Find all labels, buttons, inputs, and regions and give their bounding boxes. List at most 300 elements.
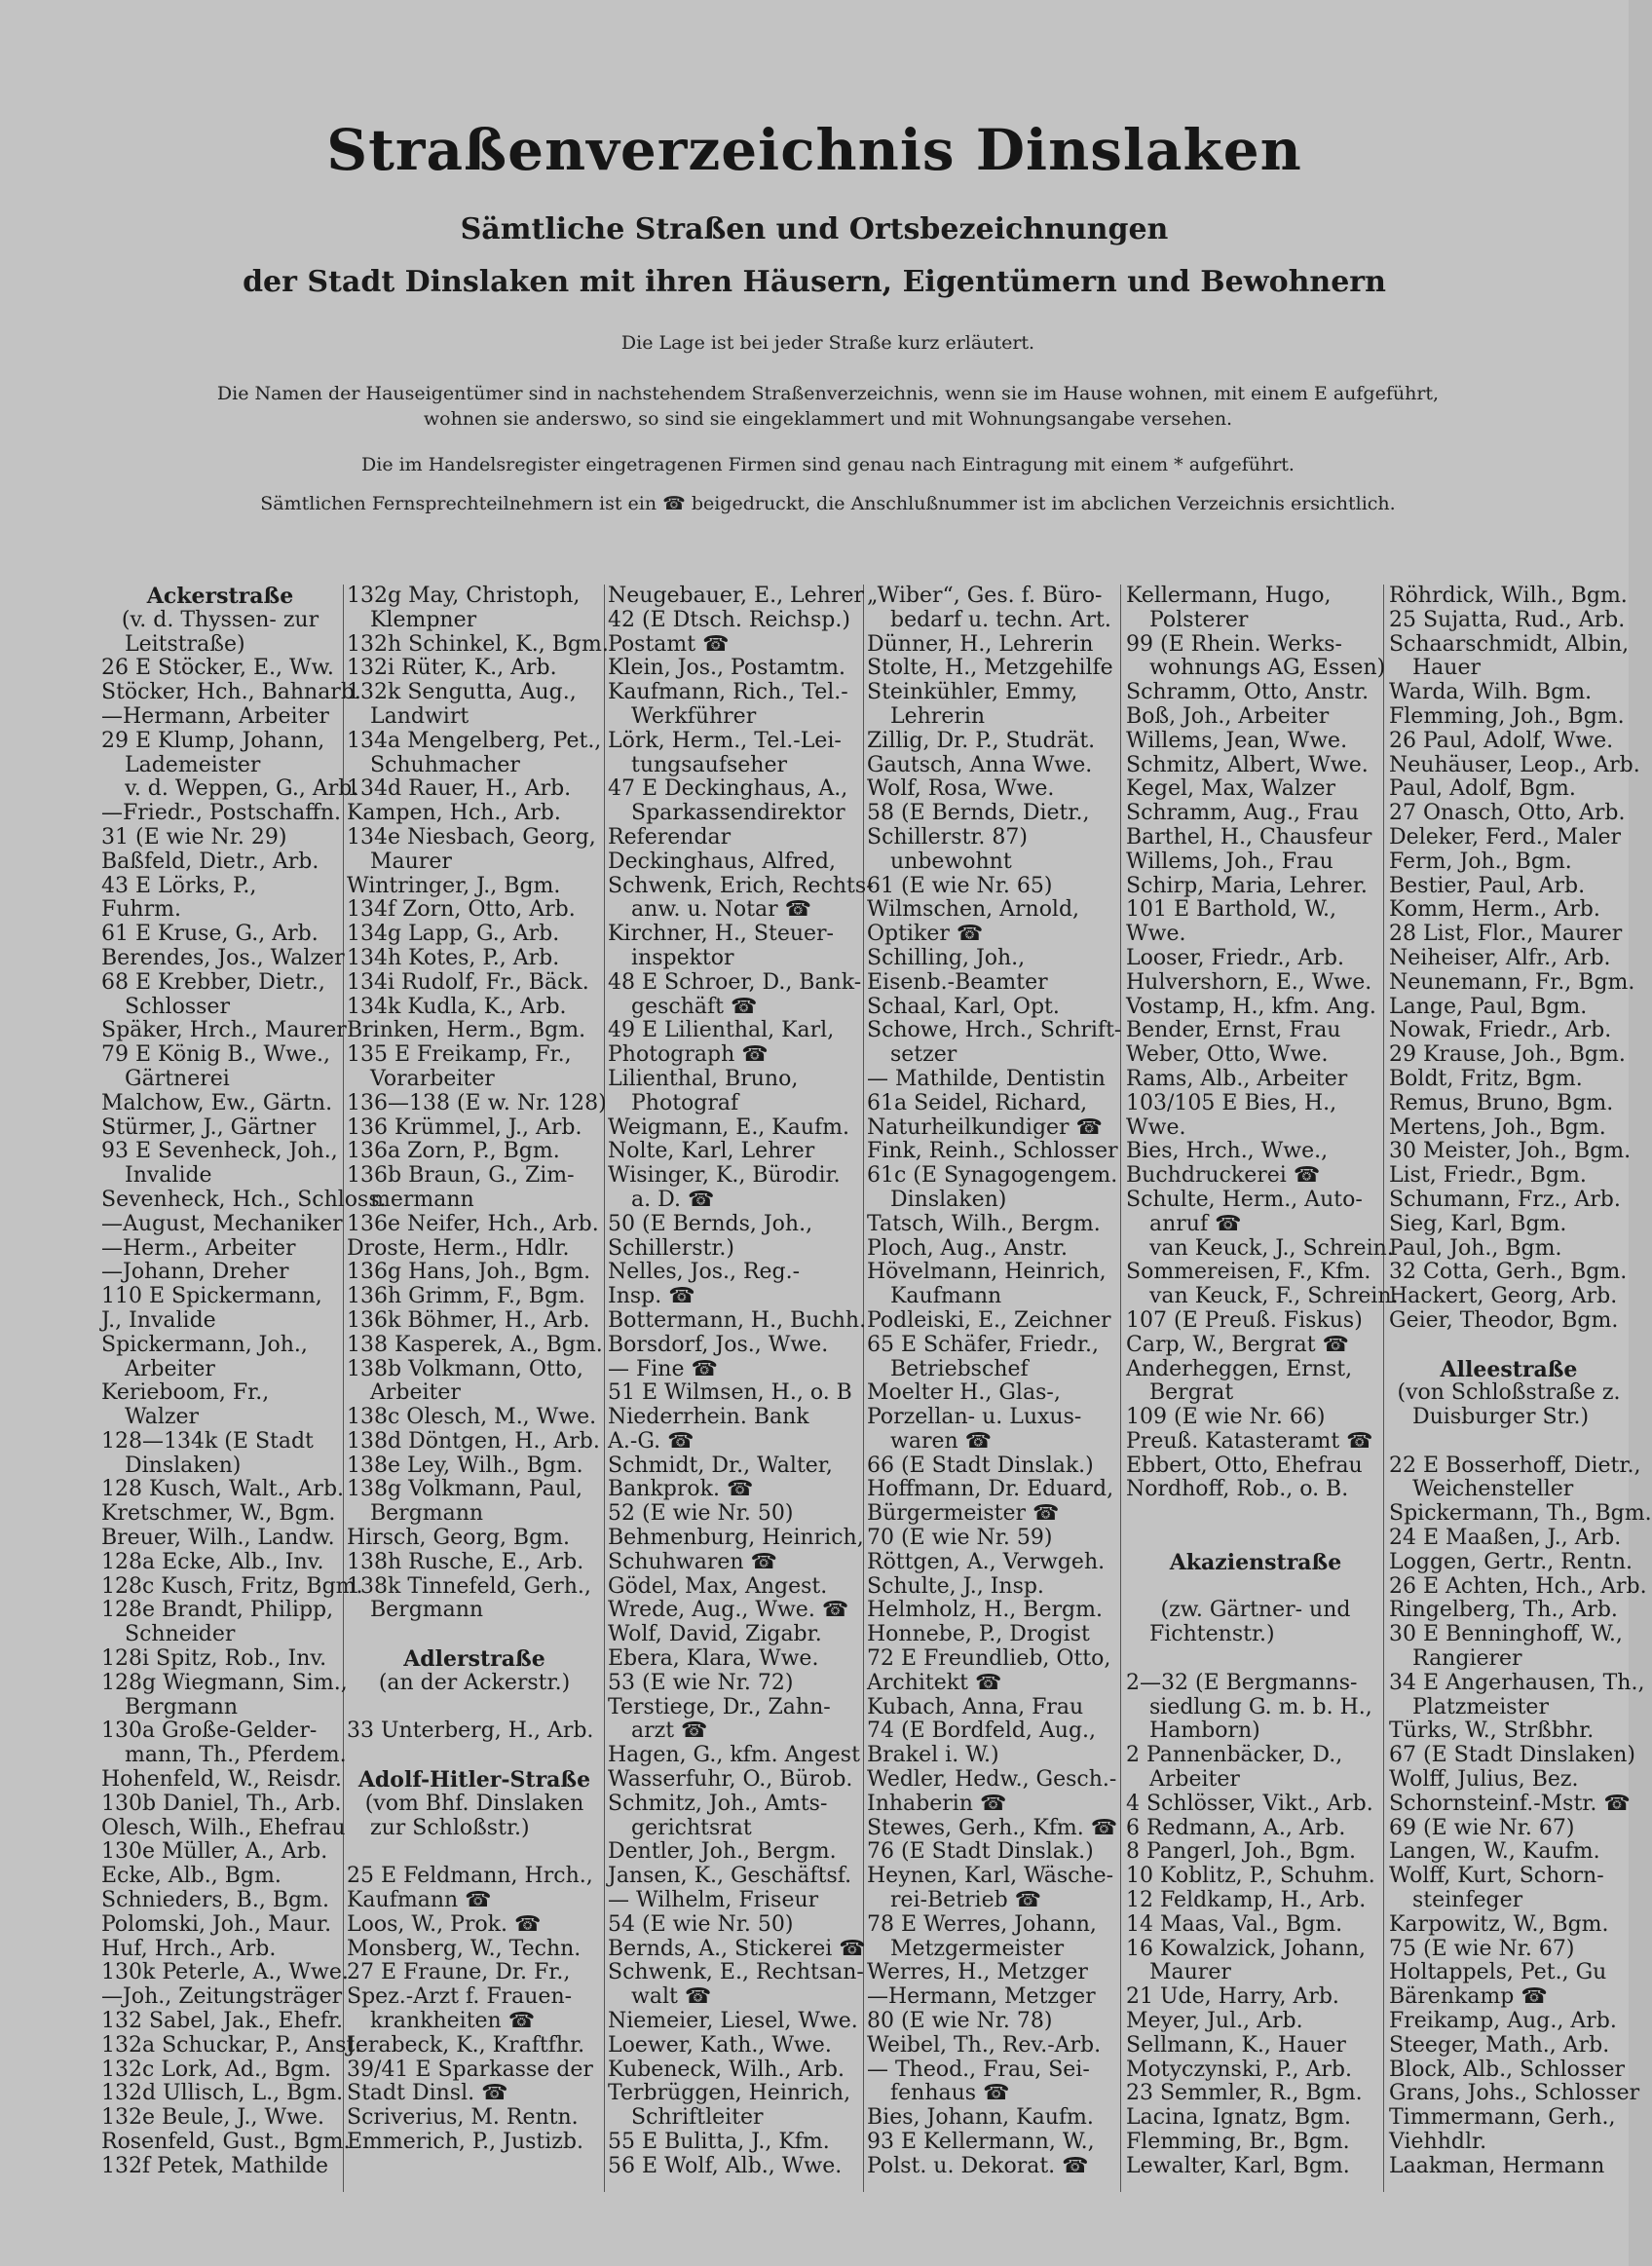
entry-line: Photograph ☎: [608, 1042, 769, 1068]
entry-line: „Wiber“, Ges. f. Büro-: [867, 584, 1103, 608]
entry-line: 134g Lapp, G., Arb.: [347, 922, 560, 947]
entry-line: 134e Niesbach, Georg,: [347, 824, 596, 850]
entry-line: 33 Unterberg, H., Arb.: [347, 1718, 594, 1744]
entry-line: 69 (E wie Nr. 67): [1389, 1815, 1575, 1840]
entry-line: Monsberg, W., Techn.: [347, 1936, 582, 1961]
entry-line: Bergmann: [370, 1501, 484, 1527]
entry-line: Bankprok. ☎: [608, 1477, 754, 1502]
entry-line: Schillerstr.): [608, 1235, 735, 1261]
entry-line: Hövelmann, Heinrich,: [867, 1260, 1107, 1285]
entry-line: Tatsch, Wilh., Bergm.: [867, 1211, 1101, 1236]
entry-line: 138k Tinnefeld, Gerh.,: [347, 1573, 591, 1599]
entry-line: waren ☎: [890, 1428, 993, 1454]
entry-line: Schneider: [125, 1622, 236, 1647]
entry-line: 132c Lork, Ad., Bgm.: [101, 2057, 332, 2082]
entry-line: Loos, W., Prok. ☎: [347, 1911, 542, 1937]
entry-line: Steinkühler, Emmy,: [867, 680, 1078, 705]
column-5: [1126, 584, 1399, 2241]
entry-line: Hagen, G., kfm. Angest: [608, 1743, 860, 1768]
entry-line: 128e Brandt, Philipp,: [101, 1598, 334, 1623]
entry-line: Polsterer: [1149, 607, 1249, 632]
entry-line: Bender, Ernst, Frau: [1126, 1018, 1341, 1043]
street-heading: Adolf-Hitler-Straße: [357, 1767, 591, 1794]
entry-line: Loewer, Kath., Wwe.: [608, 2032, 832, 2058]
entry-line: 30 Meister, Joh., Bgm.: [1389, 1139, 1632, 1164]
entry-line: Gödel, Max, Angest.: [608, 1573, 828, 1599]
entry-line: 29 Krause, Joh., Bgm.: [1389, 1042, 1626, 1068]
entry-line: 78 E Werres, Johann,: [867, 1911, 1097, 1937]
entry-line: anruf ☎: [1149, 1211, 1242, 1236]
entry-line: Laakman, Hermann: [1389, 2153, 1605, 2178]
entry-line: 28 List, Flor., Maurer: [1389, 922, 1623, 947]
entry-line: Bottermann, H., Buchh.: [608, 1307, 867, 1333]
entry-line: —August, Mechaniker: [101, 1211, 343, 1236]
entry-line: 50 (E Bernds, Joh.,: [608, 1211, 813, 1236]
entry-line: Insp. ☎: [608, 1284, 695, 1309]
entry-line: Neugebauer, E., Lehrer: [608, 584, 864, 608]
entry-line: Lewalter, Karl, Bgm.: [1126, 2153, 1350, 2178]
entry-line: Lacina, Ignatz, Bgm.: [1126, 2105, 1351, 2131]
entry-line: Dentler, Joh., Bergm.: [608, 1839, 837, 1865]
entry-line: Optiker ☎: [867, 922, 984, 947]
entry-line: Spez.-Arzt f. Frauen-: [347, 1984, 573, 2010]
entry-line: Schillerstr. 87): [867, 824, 1028, 850]
entry-line: Bergmann: [125, 1694, 239, 1719]
entry-line: Nowak, Friedr., Arb.: [1389, 1018, 1612, 1043]
entry-line: Sommereisen, F., Kfm.: [1126, 1260, 1371, 1285]
entry-line: 138h Rusche, E., Arb.: [347, 1549, 584, 1574]
entry-line: 10 Koblitz, P., Schuhm.: [1126, 1864, 1375, 1889]
entry-line: Dinslaken): [890, 1187, 1007, 1212]
entry-line: Flemming, Joh., Bgm.: [1389, 703, 1625, 729]
entry-line: 136h Grimm, F., Bgm.: [347, 1284, 585, 1309]
entry-line: 128a Ecke, Alb., Inv.: [101, 1549, 324, 1574]
entry-line: Polomski, Joh., Maur.: [101, 1911, 332, 1937]
entry-line: 66 (E Stadt Dinslak.): [867, 1453, 1094, 1478]
entry-line: Moelter H., Glas-,: [867, 1380, 1061, 1406]
entry-line: Weber, Otto, Wwe.: [1126, 1042, 1329, 1068]
entry-line: Komm, Herm., Arb.: [1389, 897, 1600, 923]
entry-line: 42 (E Dtsch. Reichsp.): [608, 607, 850, 632]
entry-line: 109 (E wie Nr. 66): [1126, 1405, 1326, 1430]
entry-line: inspektor: [631, 945, 734, 970]
entry-line: [1126, 1575, 1385, 1600]
entry-line: unbewohnt: [890, 849, 1012, 874]
entry-line: Motyczynski, P., Arb.: [1126, 2057, 1352, 2082]
entry-line: Block, Alb., Schlosser: [1389, 2057, 1626, 2082]
entry-line: [1126, 1502, 1385, 1527]
entry-line: mermann: [370, 1187, 474, 1212]
entry-line: Wolff, Julius, Bez.: [1389, 1767, 1579, 1793]
entry-line: Schaarschmidt, Albin,: [1389, 631, 1630, 657]
entry-line: 58 (E Bernds, Dietr.,: [867, 801, 1090, 826]
entry-line: Paul, Adolf, Bgm.: [1389, 776, 1576, 802]
entry-line: Lörk, Herm., Tel.-Lei-: [608, 728, 842, 753]
entry-line: 132e Beule, J., Wwe.: [101, 2105, 324, 2131]
entry-line: Bürgermeister ☎: [867, 1501, 1060, 1527]
entry-line: 128c Kusch, Fritz, Bgm.: [101, 1573, 363, 1599]
entry-line: Wisinger, K., Bürodir.: [608, 1163, 841, 1189]
entry-line: 2—32 (E Bergmanns-: [1126, 1670, 1358, 1695]
entry-line: Schaal, Karl, Opt.: [867, 994, 1060, 1019]
entry-line: 132f Petek, Mathilde: [101, 2153, 328, 2178]
entry-line: Nelles, Jos., Reg.-: [608, 1260, 801, 1285]
entry-line: Werres, H., Metzger: [867, 1960, 1088, 1985]
entry-line: Ferm, Joh., Bgm.: [1389, 849, 1572, 874]
entry-line: 53 (E wie Nr. 72): [608, 1670, 794, 1695]
entry-line: 76 (E Stadt Dinslak.): [867, 1839, 1094, 1865]
entry-line: Fuhrm.: [101, 897, 181, 923]
entry-line: 47 E Deckinghaus, A.,: [608, 776, 848, 802]
entry-line: 6 Redmann, A., Arb.: [1126, 1815, 1346, 1840]
entry-line: Lilienthal, Bruno,: [608, 1066, 799, 1091]
intro-line-2: Die Namen der Hauseigentümer sind in nachstehendem Straßenverzeichnis, wenn sie im Hause wohnen, mit einem E aufgeführt,: [216, 383, 1440, 404]
entry-line: Nolte, Karl, Lehrer: [608, 1139, 815, 1164]
entry-line: (zw. Gärtner- und: [1160, 1598, 1351, 1623]
entry-line: Malchow, Ew., Gärtn.: [101, 1090, 333, 1115]
entry-line: Ebbert, Otto, Ehefrau: [1126, 1453, 1363, 1478]
entry-line: 26 Paul, Adolf, Wwe.: [1389, 728, 1614, 753]
entry-line: 136k Böhmer, H., Arb.: [347, 1307, 590, 1333]
entry-line: 48 E Schroer, D., Bank-: [608, 969, 862, 995]
entry-line: Polst. u. Dekorat. ☎: [867, 2153, 1089, 2178]
entry-line: van Keuck, J., Schrein.: [1149, 1235, 1394, 1261]
entry-line: Wintringer, J., Bgm.: [347, 873, 561, 898]
entry-line: Warda, Wilh. Bgm.: [1389, 680, 1593, 705]
entry-line: Metzgermeister: [890, 1936, 1065, 1961]
entry-line: 61a Seidel, Richard,: [867, 1090, 1088, 1115]
entry-line: Schwenk, Erich, Rechts-: [608, 873, 874, 898]
entry-line: Wilmschen, Arnold,: [867, 897, 1080, 923]
entry-line: 101 E Barthold, W.,: [1126, 897, 1336, 923]
entry-line: —Joh., Zeitungsträger: [101, 1984, 343, 2010]
entry-line: walt ☎: [631, 1984, 712, 2010]
entry-line: Sieg, Karl, Bgm.: [1389, 1211, 1567, 1236]
entry-line: Huf, Hrch., Arb.: [101, 1936, 277, 1961]
entry-line: Bärenkamp ☎: [1389, 1984, 1548, 2010]
entry-line: 52 (E wie Nr. 50): [608, 1501, 794, 1527]
entry-line: [347, 1744, 602, 1768]
entry-line: Bernds, A., Stickerei ☎: [608, 1936, 866, 1961]
entry-line: 134d Rauer, H., Arb.: [347, 776, 572, 802]
entry-line: Kretschmer, W., Bgm.: [101, 1501, 336, 1527]
entry-line: 132h Schinkel, K., Bgm.: [347, 631, 609, 657]
entry-line: Wolf, Rosa, Wwe.: [867, 776, 1055, 802]
entry-line: Ebera, Klara, Wwe.: [608, 1646, 819, 1672]
street-heading: Akazienstraße: [1169, 1549, 1342, 1575]
entry-line: —Johann, Dreher: [101, 1260, 289, 1285]
entry-line: Klempner: [370, 607, 477, 632]
entry-line: (an der Ackerstr.): [378, 1670, 571, 1695]
entry-line: 34 E Angerhausen, Th.,: [1389, 1670, 1645, 1695]
entry-line: van Keuck, F., Schrein.: [1149, 1284, 1399, 1309]
entry-line: Jansen, K., Geschäftsf.: [608, 1864, 852, 1889]
entry-line: Schwenk, E., Rechtsan-: [608, 1960, 864, 1985]
entry-line: Honnebe, P., Drogist: [867, 1622, 1090, 1647]
entry-line: 61c (E Synagogengem.: [867, 1163, 1118, 1189]
entry-line: 132k Sengutta, Aug.,: [347, 680, 577, 705]
entry-line: Schilling, Joh.,: [867, 945, 1026, 970]
entry-line: Stewes, Gerh., Kfm. ☎: [867, 1815, 1118, 1840]
entry-line: 75 (E wie Nr. 67): [1389, 1936, 1575, 1961]
entry-line: zur Schloßstr.): [370, 1815, 530, 1840]
entry-line: Spickermann, Th., Bgm.: [1389, 1501, 1652, 1527]
entry-line: Kaufmann, Rich., Tel.-: [608, 680, 848, 705]
entry-line: Schmidt, Dr., Walter,: [608, 1453, 833, 1478]
entry-line: 30 E Benninghoff, W.,: [1389, 1622, 1623, 1647]
entry-line: [1126, 1527, 1385, 1551]
entry-line: 136g Hans, Joh., Bgm.: [347, 1260, 591, 1285]
entry-line: 128 Kusch, Walt., Arb.: [101, 1477, 345, 1502]
entry-line: Boldt, Fritz, Bgm.: [1389, 1066, 1583, 1091]
entry-line: Röhrdick, Wilh., Bgm.: [1389, 584, 1628, 608]
entry-line: Dünner, H., Lehrerin: [867, 631, 1094, 657]
entry-line: Hauer: [1412, 656, 1482, 681]
column-1: [101, 584, 387, 2241]
entry-line: — Fine ☎: [608, 1356, 718, 1381]
entry-line: Kirchner, H., Steuer-: [608, 922, 834, 947]
entry-line: Kaufmann: [890, 1284, 1002, 1309]
entry-line: [1389, 1430, 1629, 1454]
entry-line: 79 E König B., Wwe.,: [101, 1042, 331, 1068]
entry-line: (vom Bhf. Dinslaken: [364, 1791, 584, 1816]
entry-line: Niemeier, Liesel, Wwe.: [608, 2009, 858, 2034]
entry-line: — Theod., Frau, Sei-: [867, 2057, 1090, 2082]
entry-line: a. D. ☎: [631, 1187, 715, 1212]
entry-line: Grans, Johs., Schlosser: [1389, 2081, 1640, 2106]
entry-line: 32 Cotta, Gerh., Bgm.: [1389, 1260, 1628, 1285]
entry-line: Viehhdlr.: [1389, 2130, 1487, 2154]
entry-line: 93 E Sevenheck, Joh.,: [101, 1139, 338, 1164]
entry-line: 135 E Freikamp, Fr.,: [347, 1042, 572, 1068]
entry-line: 128—134k (E Stadt: [101, 1428, 314, 1454]
entry-line: Vostamp, H., kfm. Ang.: [1126, 994, 1376, 1019]
entry-line: —Herm., Arbeiter: [101, 1235, 296, 1261]
entry-line: Inhaberin ☎: [867, 1791, 1007, 1816]
entry-line: Naturheilkundiger ☎: [867, 1114, 1103, 1140]
column-3: [608, 584, 874, 2241]
entry-line: 49 E Lilienthal, Karl,: [608, 1018, 835, 1043]
entry-line: krankheiten ☎: [370, 2009, 536, 2034]
entry-line: Droste, Herm., Hdlr.: [347, 1235, 570, 1261]
intro-line-3: wohnen sie anderswo, so sind sie eingeklammert und mit Wohnungsangabe versehen.: [423, 408, 1233, 430]
entry-line: Betriebschef: [890, 1356, 1029, 1381]
entry-line: Hulvershorn, E., Wwe.: [1126, 969, 1372, 995]
entry-line: 138c Olesch, M., Wwe.: [347, 1405, 597, 1430]
entry-line: [1389, 1334, 1629, 1358]
entry-line: Ecke, Alb., Bgm.: [101, 1864, 282, 1889]
directory-columns: [97, 584, 1652, 2241]
entry-line: Holtappels, Pet., Gu: [1389, 1960, 1607, 1985]
entry-line: 70 (E wie Nr. 59): [867, 1526, 1053, 1551]
entry-line: Brakel i. W.): [867, 1743, 999, 1768]
entry-line: Spickermann, Joh.,: [101, 1332, 308, 1357]
entry-line: 99 (E Rhein. Werks-: [1126, 631, 1342, 657]
entry-line: Schumann, Frz., Arb.: [1389, 1187, 1621, 1212]
entry-line: Gautsch, Anna Wwe.: [867, 752, 1093, 777]
entry-line: 23 Semmler, R., Bgm.: [1126, 2081, 1363, 2106]
entry-line: 132a Schuckar, P., Anst.: [101, 2032, 362, 2058]
entry-line: Lademeister: [125, 752, 261, 777]
entry-line: bedarf u. techn. Art.: [890, 607, 1111, 632]
entry-line: Sevenheck, Hch., Schloss.: [101, 1187, 387, 1212]
entry-line: (v. d. Thyssen- zur: [121, 607, 319, 632]
entry-line: 136—138 (E w. Nr. 128): [347, 1090, 607, 1115]
entry-line: (von Schloßstraße z.: [1397, 1380, 1621, 1406]
entry-line: Sellmann, K., Hauer: [1126, 2032, 1346, 2058]
entry-line: Deleker, Ferd., Maler: [1389, 824, 1622, 850]
entry-line: A.-G. ☎: [608, 1428, 695, 1454]
entry-line: 134a Mengelberg, Pet.,: [347, 728, 602, 753]
entry-line: Kegel, Max, Walzer: [1126, 776, 1336, 802]
entry-line: Neuhäuser, Leop., Arb.: [1389, 752, 1640, 777]
entry-line: 80 (E wie Nr. 78): [867, 2009, 1053, 2034]
entry-line: Anderheggen, Ernst,: [1126, 1356, 1353, 1381]
entry-line: fenhaus ☎: [890, 2081, 1010, 2106]
entry-line: Photograf: [631, 1090, 739, 1115]
entry-line: anw. u. Notar ☎: [631, 897, 812, 923]
entry-line: Emmerich, P., Justizb.: [347, 2130, 583, 2154]
entry-line: steinfeger: [1412, 1888, 1523, 1913]
entry-line: 22 E Bosserhoff, Dietr.,: [1389, 1453, 1641, 1478]
entry-line: 68 E Krebber, Dietr.,: [101, 969, 325, 995]
entry-line: Olesch, Wilh., Ehefrau: [101, 1815, 346, 1840]
entry-line: 14 Maas, Val., Bgm.: [1126, 1911, 1343, 1937]
entry-line: siedlung G. m. b. H.,: [1149, 1694, 1372, 1719]
entry-line: Hoffmann, Dr. Eduard,: [867, 1477, 1114, 1502]
entry-line: Preuß. Katasteramt ☎: [1126, 1428, 1373, 1454]
entry-line: Wwe.: [1126, 922, 1186, 947]
entry-line: Deckinghaus, Alfred,: [608, 849, 837, 874]
entry-line: Landwirt: [370, 703, 469, 729]
entry-line: 56 E Wolf, Alb., Wwe.: [608, 2153, 843, 2178]
entry-line: Kellermann, Hugo,: [1126, 584, 1332, 608]
entry-line: Schramm, Otto, Anstr.: [1126, 680, 1370, 705]
entry-line: 138g Volkmann, Paul,: [347, 1477, 582, 1502]
entry-line: 55 E Bulitta, J., Kfm.: [608, 2130, 830, 2154]
entry-line: Bies, Hrch., Wwe.,: [1126, 1139, 1329, 1164]
entry-line: 51 E Wilmsen, H., o. B: [608, 1380, 852, 1406]
entry-line: — Wilhelm, Friseur: [608, 1888, 819, 1913]
entry-line: Schramm, Aug., Frau: [1126, 801, 1360, 826]
entry-line: 2 Pannenbäcker, D.,: [1126, 1743, 1343, 1768]
entry-line: 65 E Schäfer, Friedr.,: [867, 1332, 1099, 1357]
entry-line: 130b Daniel, Th., Arb.: [101, 1791, 342, 1816]
entry-line: Schulte, Herm., Auto-: [1126, 1187, 1363, 1212]
entry-line: [347, 1696, 602, 1720]
entry-line: Röttgen, A., Verwgeh.: [867, 1549, 1106, 1574]
entry-line: Schulte, J., Insp.: [867, 1573, 1044, 1599]
entry-line: 138e Ley, Wilh., Bgm.: [347, 1453, 583, 1478]
entry-line: Dinslaken): [125, 1453, 242, 1478]
entry-line: Hohenfeld, W., Reisdr.: [101, 1767, 342, 1793]
entry-line: Heynen, Karl, Wäsche-: [867, 1864, 1114, 1889]
entry-line: Stöcker, Hch., Bahnarb.: [101, 680, 361, 705]
entry-line: 138d Döntgen, H., Arb.: [347, 1428, 600, 1454]
entry-line: 103/105 E Bies, H.,: [1126, 1090, 1337, 1115]
entry-line: — Mathilde, Dentistin: [867, 1066, 1106, 1091]
intro-line-5: Sämtlichen Fernsprechteilnehmern ist ein ☎ beigedruckt, die Anschlußnummer ist im abclichen Verzeichnis ersichtlich.: [260, 493, 1396, 514]
intro-line-4: Die im Handelsregister eingetragenen Firmen sind genau nach Eintragung mit einem * aufgeführt.: [361, 454, 1295, 475]
entry-line: Hirsch, Georg, Bgm.: [347, 1526, 571, 1551]
page-title: Straßenverzeichnis Dinslaken: [326, 117, 1302, 183]
entry-line: Boß, Joh., Arbeiter: [1126, 703, 1330, 729]
entry-line: —Hermann, Metzger: [867, 1984, 1096, 2010]
entry-line: Berendes, Jos., Walzer: [101, 945, 345, 970]
entry-line: Willems, Jean, Wwe.: [1126, 728, 1348, 753]
entry-line: Steeger, Math., Arb.: [1389, 2032, 1610, 2058]
street-heading: Ackerstraße: [146, 584, 294, 609]
entry-line: J., Invalide: [101, 1307, 216, 1333]
entry-line: Platzmeister: [1412, 1694, 1549, 1719]
entry-line: Eisenb.-Beamter: [867, 969, 1048, 995]
entry-line: Rosenfeld, Gust., Bgm.: [101, 2130, 351, 2154]
entry-line: tungsaufseher: [631, 752, 787, 777]
entry-line: Langen, W., Kaufm.: [1389, 1839, 1600, 1865]
entry-line: Schuhmacher: [370, 752, 520, 777]
entry-line: Zillig, Dr. P., Studrät.: [867, 728, 1096, 753]
entry-line: Weibel, Th., Rev.-Arb.: [867, 2032, 1102, 2058]
entry-line: Brinken, Herm., Bgm.: [347, 1018, 586, 1043]
entry-line: Kubach, Anna, Frau: [867, 1694, 1084, 1719]
entry-line: 93 E Kellermann, W.,: [867, 2130, 1095, 2154]
entry-line: Porzellan- u. Luxus-: [867, 1405, 1082, 1430]
entry-line: Borsdorf, Jos., Wwe.: [608, 1332, 829, 1357]
entry-line: Walzer: [125, 1405, 199, 1430]
entry-line: Wasserfuhr, O., Bürob.: [608, 1767, 853, 1793]
entry-line: Podleiski, E., Zeichner: [867, 1307, 1111, 1333]
entry-line: 8 Pangerl, Joh., Bgm.: [1126, 1839, 1357, 1865]
entry-line: Wrede, Aug., Wwe. ☎: [608, 1598, 849, 1623]
entry-line: Barthel, H., Chausfeur: [1126, 824, 1372, 850]
entry-line: Rangierer: [1412, 1646, 1522, 1672]
entry-line: Terbrüggen, Heinrich,: [608, 2081, 851, 2106]
entry-line: 128g Wiegmann, Sim.,: [101, 1670, 348, 1695]
entry-line: Remus, Bruno, Bgm.: [1389, 1090, 1614, 1115]
entry-line: Schornsteinf.-Mstr. ☎: [1389, 1791, 1631, 1816]
entry-line: Neunemann, Fr., Bgm.: [1389, 969, 1635, 995]
entry-line: mann, Th., Pferdem.: [125, 1743, 347, 1768]
entry-line: Arbeiter: [1149, 1767, 1240, 1793]
entry-line: Kerieboom, Fr.,: [101, 1380, 270, 1406]
entry-line: Späker, Hrch., Maurer: [101, 1018, 347, 1043]
entry-line: Klein, Jos., Postamtm.: [608, 656, 845, 681]
entry-line: Wolff, Kurt, Schorn-: [1389, 1864, 1604, 1889]
entry-line: Ploch, Aug., Anstr.: [867, 1235, 1068, 1261]
entry-line: Schuhwaren ☎: [608, 1549, 777, 1574]
entry-line: Geier, Theodor, Bgm.: [1389, 1307, 1619, 1333]
entry-line: Looser, Friedr., Arb.: [1126, 945, 1344, 970]
entry-line: 26 E Stöcker, E., Ww.: [101, 656, 334, 681]
entry-line: 130a Große-Gelder-: [101, 1718, 318, 1744]
entry-line: Bies, Johann, Kaufm.: [867, 2105, 1094, 2131]
entry-line: Schnieders, B., Bgm.: [101, 1888, 329, 1913]
entry-line: [347, 1840, 602, 1865]
entry-line: Jerabeck, K., Kraftfhr.: [347, 2032, 585, 2058]
entry-line: geschäft ☎: [631, 994, 758, 1019]
entry-line: Wedler, Hedw., Gesch.-: [867, 1767, 1117, 1793]
entry-line: Schlosser: [125, 994, 230, 1019]
entry-line: 134k Kudla, K., Arb.: [347, 994, 567, 1019]
column-4: [867, 585, 1122, 2241]
entry-line: Gärtnerei: [125, 1066, 230, 1091]
entry-line: 67 (E Stadt Dinslaken): [1389, 1743, 1635, 1768]
entry-line: Fink, Reinh., Schlosser: [867, 1139, 1118, 1164]
entry-line: Lehrerin: [890, 703, 986, 729]
subtitle-line-1: Sämtliche Straßen und Ortsbezeichnungen: [460, 212, 1169, 246]
entry-line: Bestier, Paul, Arb.: [1389, 873, 1586, 898]
entry-line: Werkführer: [631, 703, 757, 729]
